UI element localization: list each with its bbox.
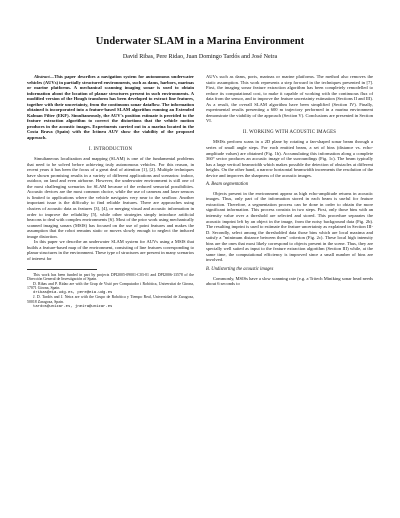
subsection-heading-undistorting: B. Undistorting the acoustic images xyxy=(206,266,274,272)
footnote-affiliation-1: D. Ribas and P. Ridao are with the Grup de Visió per Computador i Robòtica, Universitat de Girona, 17071 Girona, Spain. xyxy=(27,281,194,291)
footnote-email-1: dribas@eia.udg.es, pere@eia.udg.es xyxy=(33,290,113,295)
author-list: David Ribas, Pere Ridao, Juan Domingo Tardós and José Neira xyxy=(122,54,278,60)
two-column-body xyxy=(27,74,373,309)
abstract-lead: Abstract xyxy=(34,74,50,79)
footnote-email-2: tardos@unizar.es, jneira@unizar.es xyxy=(33,304,113,309)
left-column xyxy=(27,74,194,309)
footnote-affiliation-2: J. D. Tardós and J. Neira are with the Grupo de Robótica y Tiempo Real, Universidad de Zaragoza, 50018 Zaragoza, Spain. xyxy=(27,295,194,305)
undistort-paragraph-1: Commonly, MSISs have a slow scanning rate (e.g. a Tritech Miniking sonar head needs about 6 seconds to xyxy=(206,275,373,287)
footnote-funding: This work has been funded in part by projects DPI2005-09001-C03-01 and DPI2006-13578 of the Dirección General de Investigación of Spain. xyxy=(27,272,194,282)
intro-continuation: AUVs such as dams, ports, marinas or marine platforms. The method also removes the static assumption. This work represents a step forward in the techniques presented in [7]. First, the imaging sonar feature extraction algorithm has been completely remodelled to reduce its computational cost, to make it capable of working with the continuous flux of data from the sensor, and to improve the feature uncertainty estimation (Sections II and III). As a result, the overall SLAM algorithm have been simplified (Section IV). Finally, experimental results presenting a 600 m trajectory performed in a marina environment demonstrate the viability of the approach (Section V). Conclusions are presented in Section VI. xyxy=(206,74,373,124)
abstract-text: —This paper describes a navigation system for autonomous underwater vehicles (AUVs) in partially structured environments, such as dams, harbors, marinas or marine platforms. A mechanical scanning imaging sonar is used to obtain information about the location of planar structures present in such environments. A modified version of the Hough transform has been developed to extract line features, together with their uncertainty, from the continuous sonar dataflow. The information obtained is incorporated into a feature-based SLAM algorithm running an Extended Kalman Filter (EKF). Simultaneously, the AUV's position estimate is provided to the feature extraction algorithm to correct the distortions that the vehicle motion produces in the acoustic images. Experiments carried out in a marina located in the Costa Brava (Spain) with the Ictineu AUV show the viability of the proposed approach. xyxy=(27,74,194,141)
footnote xyxy=(27,273,194,310)
subsection-heading-beam-segmentation: A. Beam segmentation xyxy=(206,182,249,188)
abstract xyxy=(27,74,194,141)
intro-paragraph-2: In this paper we describe an underwater SLAM system for AUVs using a MSIS that builds a feature-based map of the environment, consisting of line features corresponding to planar structures in the environment. These type of structures are present in many scenarios of interest for xyxy=(27,239,194,261)
acoustic-paragraph-1: MSISs perform scans in a 2D plane by rotating a fan-shaped sonar beam through a series of small angle steps. For each emitted beam, a set of bins (distance vs. echo-amplitude values) are obtained (Fig. 1b). Accumulating this information along a complete 360° sector produces an acoustic image of the surroundings (Fig. 1c). The beam typically has a large vertical beamwidth which makes possible the detection of obstacles at different heights. On the other hand, a narrow horizontal beamwidth increments the resolution of the device and improves the sharpness of the acoustic images. xyxy=(206,139,373,178)
section-heading-introduction: I. INTRODUCTION xyxy=(88,146,133,152)
intro-paragraph-1: Simultaneous localization and mapping (SLAM) is one of the fundamental problems that need to be solved before achieving truly autonomous vehicles. For this reason, in recent years it has been the focus of a great deal of attention [1], [2]. Multiple techniques have shown promising results in a variety of different applications and scenarios: indoor, outdoor, on land and even airborne. However, the underwater environment is still one of the most challenging scenarios for SLAM because of the reduced sensorial possibilities. Acoustic devices are the most common choice, while the use of cameras and laser sensors is limited to applications where the vehicle navigates very near to the seafloor. Another important issue is the difficulty to find reliable features. There are approaches using clusters of acoustic data as features [3], [4], or merging visual and acoustic information in order to improve the reliability [5], while other strategies simply introduce artificial beacons to deal with complex environments [6]. Most of the prior work using mechanically scanned imaging sonars (MSIS) has focused on the use of point features and makes the assumption that the robot remains static or moves slowly enough to neglect the induced image distortion. xyxy=(27,156,194,239)
footnote-divider xyxy=(27,269,97,270)
section-heading-acoustic-images: II. WORKING WITH ACOUSTIC IMAGES xyxy=(242,129,337,135)
right-column xyxy=(206,74,373,309)
paper-title: Underwater SLAM in a Marina Environment xyxy=(95,36,305,47)
beam-paragraph-1: Objects present in the environment appear as high echo-amplitude returns in acoustic images. Thus, only part of the information stored in each beam is useful for feature extraction. Therefore, a segmentation process can be done in order to obtain the more significant information. This process consists in two steps. First, only those bins with an intensity value over a threshold are selected and stored. This procedure separates the acoustic imprint left by an object in the image, from the noisy background data (Fig. 2b). The resulting imprint is used to estimate the feature uncertainty as explained in Section III-D. Secondly, select among the thresholded data those bins which are local maxima and satisfy a "minimum distance between them" criterion (Fig. 2c). These local high intensity bins are the ones that most likely correspond to objects present in the scene. Thus, they are specially well suited as input to the feature extraction algorithm (Section III) while, at the same time, the computational efficiency is improved since a small number of bins are involved. xyxy=(206,190,373,263)
